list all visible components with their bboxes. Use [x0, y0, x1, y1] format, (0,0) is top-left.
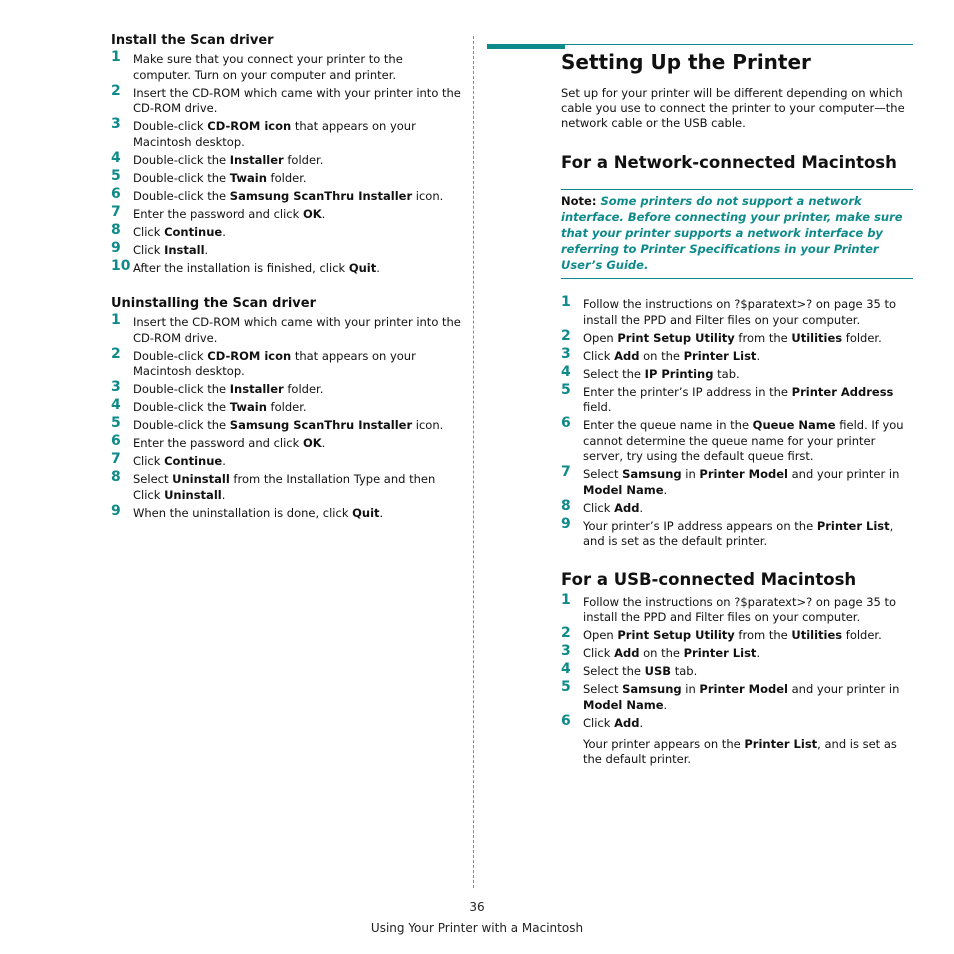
list-item	[561, 515, 913, 550]
step-text: Select Samsung in Printer Model and your printer in Model Name.	[583, 467, 900, 497]
step-number: 7	[111, 451, 121, 467]
list-item	[111, 502, 463, 522]
step-text: After the installation is finished, click Quit.	[133, 260, 380, 275]
note-box: Note: Some printers do not support a network interface. Before connecting your printer, make sure that your printer supports a network interface by referring to Printer Specifications in your Printer User’s Guide.	[561, 189, 913, 279]
step-number: 2	[561, 625, 571, 641]
usb-heading: For a USB-connected Macintosh	[561, 569, 857, 589]
step-number: 7	[561, 464, 571, 480]
step-number: 7	[111, 203, 121, 220]
uninstall-heading: Uninstalling the Scan driver	[111, 296, 317, 311]
step-number: 6	[561, 712, 571, 729]
note-text: Some printers do not support a network interface. Before connecting your printer, make sure that your printer supports a network interface by referring to Printer Specifications in your Printer User’s Guide.	[561, 194, 903, 272]
list-item	[561, 327, 913, 347]
network-heading: For a Network-connected Macintosh	[561, 153, 897, 172]
step-text: Select Samsung in Printer Model and your printer in Model Name.	[583, 682, 900, 712]
step-number: 3	[111, 116, 121, 132]
list-item	[561, 661, 913, 680]
list-item	[561, 415, 913, 465]
list-item	[111, 312, 463, 346]
step-text: Double-click CD-ROM icon that appears on your Macintosh desktop.	[133, 348, 416, 378]
step-text: Double-click the Installer folder.	[133, 382, 324, 396]
step-number: 8	[111, 221, 121, 238]
step-number: 6	[111, 185, 121, 202]
step-number: 4	[111, 149, 121, 166]
left-column	[111, 33, 463, 524]
step-number: 2	[561, 327, 571, 344]
step-number: 8	[111, 469, 121, 485]
step-number: 6	[561, 415, 571, 431]
step-text: Double-click the Twain folder.	[133, 170, 307, 185]
list-item	[111, 415, 463, 434]
step-text: Double-click the Twain folder.	[133, 400, 307, 414]
step-text: Enter the password and click OK.	[133, 206, 326, 221]
list-item	[111, 167, 463, 187]
list-item	[561, 294, 913, 328]
step-number: 9	[111, 239, 121, 256]
list-item	[111, 469, 463, 503]
list-item	[111, 451, 463, 470]
step-number: 8	[561, 497, 571, 514]
step-number: 5	[561, 381, 571, 398]
note-label: Note	[561, 194, 592, 208]
step-text: Your printer’s IP address appears on the Printer List, and is set as the default printer.	[583, 518, 894, 548]
step-text: Enter the queue name in the Queue Name field. If you cannot determine the queue name for your printer server, try using the default queue first.	[583, 418, 904, 463]
step-text: Double-click CD-ROM icon that appears on your Macintosh desktop.	[133, 119, 416, 149]
network-steps	[561, 294, 913, 550]
step-text: When the uninstallation is done, click Quit.	[133, 505, 384, 520]
list-item	[561, 381, 913, 416]
step-number: 3	[561, 345, 571, 362]
step-text: Follow the instructions on ?$paratext>? on page 35 to install the PPD and Filter files on your computer.	[583, 594, 897, 624]
step-text: Click Add on the Printer List.	[583, 646, 761, 660]
right-column	[561, 40, 913, 767]
step-text: Double-click the Samsung ScanThru Installer icon.	[133, 418, 444, 432]
list-item	[111, 82, 463, 117]
uninstall-steps	[111, 312, 463, 521]
step-text: Make sure that you connect your printer to the computer. Turn on your computer and printer.	[133, 52, 403, 82]
step-text: Select the USB tab.	[583, 664, 698, 678]
list-item	[111, 116, 463, 150]
usb-steps	[561, 591, 913, 732]
install-steps	[111, 49, 463, 276]
step-number: 3	[111, 379, 121, 395]
list-item	[111, 49, 463, 83]
list-item	[111, 149, 463, 169]
list-item	[561, 591, 913, 626]
step-number: 4	[111, 397, 121, 413]
chapter-title: Using Your Printer with a Macintosh	[370, 921, 584, 935]
step-text: Enter the printer’s IP address in the Printer Address field.	[583, 384, 894, 414]
list-item	[561, 679, 913, 713]
step-number: 6	[111, 433, 121, 449]
step-number: 2	[111, 345, 121, 362]
step-text: Follow the instructions on ?$paratext>? on page 35 to install the PPD and Filter files on your computer.	[583, 297, 897, 327]
step-number: 1	[561, 294, 571, 310]
list-item	[111, 379, 463, 398]
step-number: 4	[561, 661, 571, 677]
list-item	[111, 203, 463, 223]
step-number: 5	[111, 415, 121, 431]
step-number: 9	[561, 515, 571, 532]
step-text: Open Print Setup Utility from the Utilities folder.	[583, 628, 882, 642]
step-text: Click Add.	[583, 500, 644, 515]
intro-paragraph: Set up for your printer will be different depending on which cable you use to connect the printer to your computer—the network cable or the USB cable.	[561, 86, 905, 130]
step-text: Select Uninstall from the Installation Type and then Click Uninstall.	[133, 472, 436, 502]
step-number: 5	[111, 167, 121, 184]
column-divider	[473, 36, 474, 888]
list-item	[111, 185, 463, 205]
list-item	[561, 497, 913, 517]
step-number: 2	[111, 82, 121, 99]
step-number: 10	[111, 257, 131, 274]
step-text: Click Add.	[583, 715, 644, 730]
list-item	[111, 257, 463, 277]
page-title: Setting Up the Printer	[561, 50, 811, 74]
list-item	[561, 464, 913, 498]
step-text: Click Continue.	[133, 224, 226, 239]
list-item	[111, 397, 463, 416]
step-number: 1	[561, 591, 571, 608]
step-text: Double-click the Samsung ScanThru Installer icon.	[133, 188, 444, 203]
step-text: Insert the CD-ROM which came with your printer into the CD-ROM drive.	[133, 85, 461, 115]
list-item	[111, 433, 463, 452]
list-item	[111, 239, 463, 259]
step-text: Click Add on the Printer List.	[583, 348, 761, 363]
step-number: 9	[111, 502, 121, 519]
step-number: 1	[111, 312, 121, 328]
list-item	[561, 345, 913, 365]
install-heading: Install the Scan driver	[111, 33, 274, 48]
step-text: Select the IP Printing tab.	[583, 366, 740, 381]
step-text: Enter the password and click OK.	[133, 436, 326, 450]
step-text: Open Print Setup Utility from the Utilities folder.	[583, 330, 882, 345]
page-number: 36	[469, 900, 485, 914]
step-text: Click Install.	[133, 242, 209, 257]
step-number: 3	[561, 643, 571, 659]
step-number: 4	[561, 363, 571, 380]
list-item	[561, 625, 913, 644]
step-text: Double-click the Installer folder.	[133, 152, 324, 167]
list-item	[111, 221, 463, 241]
step-number: 1	[111, 49, 121, 65]
step-number: 5	[561, 679, 571, 695]
list-item	[561, 363, 913, 383]
list-item	[561, 712, 913, 732]
usb-final-paragraph: Your printer appears on the Printer List, and is set as the default printer.	[583, 737, 897, 766]
list-item	[111, 345, 463, 380]
step-text: Click Continue.	[133, 454, 226, 468]
step-text: Insert the CD-ROM which came with your printer into the CD-ROM drive.	[133, 315, 461, 345]
list-item	[561, 643, 913, 662]
